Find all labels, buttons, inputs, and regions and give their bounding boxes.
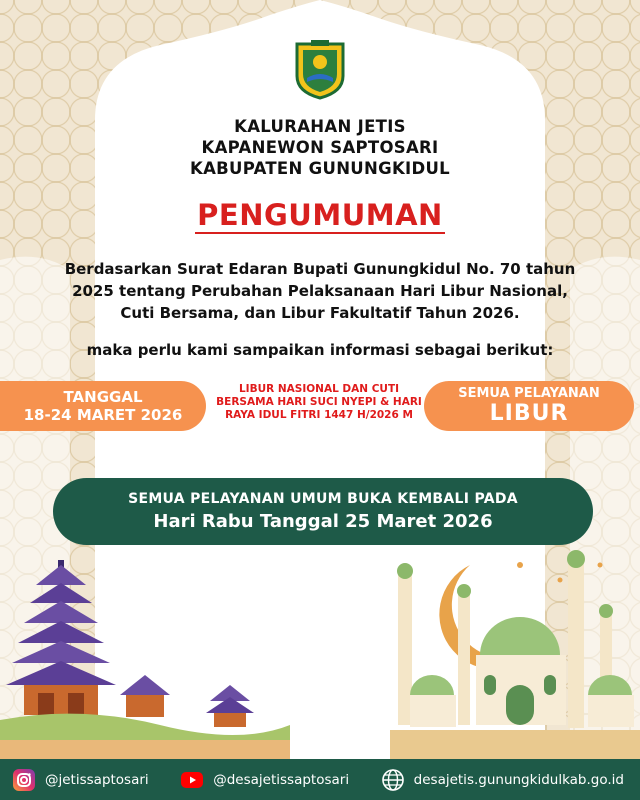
globe-icon — [381, 768, 405, 792]
holiday-note — [208, 383, 430, 422]
body-line-1: Berdasarkan Surat Edaran Bupati Gunungkidul No. 70 tahun — [64, 260, 576, 278]
instagram-link[interactable] — [12, 768, 149, 792]
youtube-icon — [180, 768, 204, 792]
announcement-body — [40, 258, 600, 324]
holiday-line-1: LIBUR NASIONAL DAN CUTI — [238, 383, 400, 395]
mosque-illustration — [390, 550, 640, 760]
service-pill — [424, 381, 634, 431]
title-line-1: KALURAHAN JETIS — [234, 117, 406, 136]
regency-emblem-logo — [291, 38, 349, 100]
banner-line-1: SEMUA PELAYANAN UMUM BUKA KEMBALI PADA — [128, 491, 518, 507]
instagram-handle: @jetissaptosari — [45, 771, 149, 788]
youtube-handle: @desajetissaptosari — [213, 771, 350, 788]
body-line-3: Cuti Bersama, dan Libur Fakultatif Tahun 2026. — [120, 304, 520, 322]
service-line-1: SEMUA PELAYANAN — [458, 386, 600, 401]
service-line-2: LIBUR — [489, 401, 569, 426]
institution-title — [0, 116, 640, 179]
illustration-scene — [0, 545, 640, 760]
title-line-3: KABUPATEN GUNUNGKIDUL — [189, 159, 450, 178]
body-line-2: 2025 tentang Perubahan Pelaksanaan Hari Libur Nasional, — [72, 282, 568, 300]
title-line-2: KAPANEWON SAPTOSARI — [201, 138, 439, 157]
website-link[interactable] — [381, 768, 624, 792]
heading-text: PENGUMUMAN — [197, 198, 443, 232]
reopen-banner — [53, 478, 593, 545]
date-pill — [0, 381, 206, 431]
pagoda-illustration — [0, 560, 290, 760]
date-label: TANGGAL — [63, 387, 143, 406]
instagram-icon — [12, 768, 36, 792]
intro-text: maka perlu kami sampaikan informasi sebagai berikut: — [86, 341, 554, 359]
banner-line-2: Hari Rabu Tanggal 25 Maret 2026 — [153, 511, 493, 532]
holiday-line-2: BERSAMA HARI SUCI NYEPI & HARI — [216, 396, 422, 408]
youtube-link[interactable] — [180, 768, 349, 792]
date-range: 18-24 MARET 2026 — [23, 405, 183, 424]
website-url: desajetis.gunungkidulkab.go.id — [413, 771, 624, 788]
holiday-line-3: RAYA IDUL FITRI 1447 H/2026 M — [225, 409, 413, 421]
footer-bar — [0, 759, 640, 800]
announcement-heading — [0, 198, 640, 232]
